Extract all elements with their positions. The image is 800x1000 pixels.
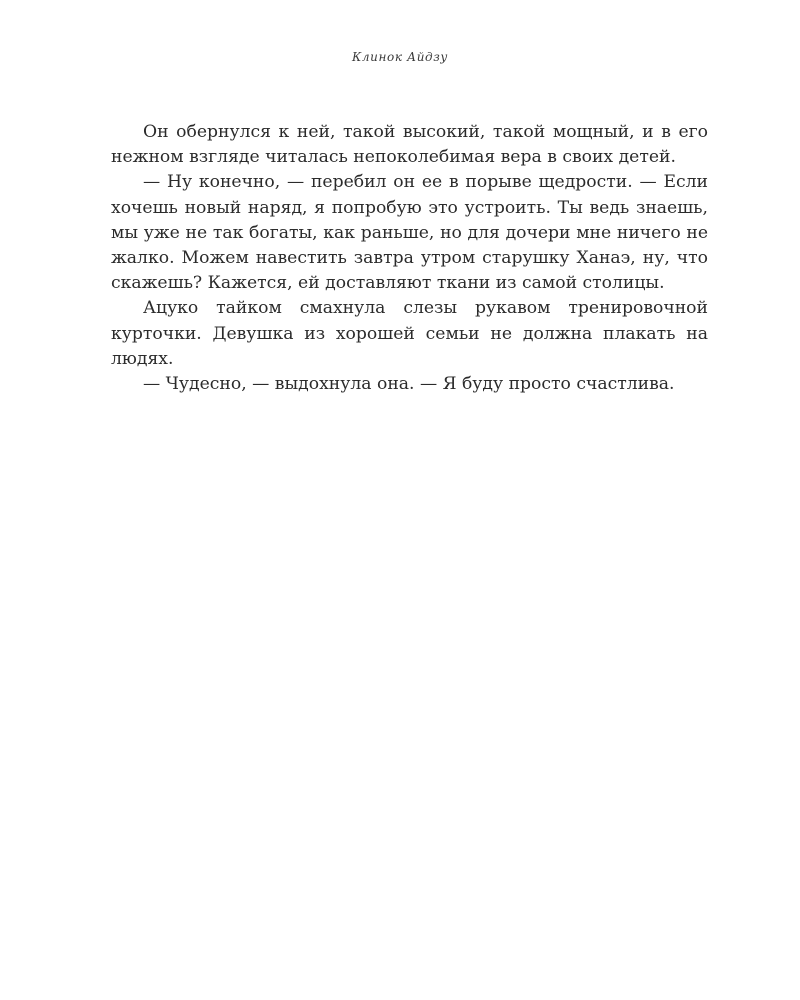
paragraph: Ацуко тайком смахнула слезы рукавом тренировочной курточки. Девушка из хорошей семьи не должна плакать на людях. [111,298,708,369]
paragraph: — Чудесно, — выдохнула она. — Я буду просто счастлива. [143,374,675,395]
running-head-title: Клинок Айдзу [352,50,448,64]
paragraph: Он обернулся к ней, такой высокий, такой мощный, и в его нежном взгляде читалась непоколебимая вера в своих детей. [111,122,708,168]
body-text [111,120,708,397]
paragraph: — Ну конечно, — перебил он ее в порыве щедрости. — Если хочешь новый наряд, я попробую это устроить. Ты ведь знаешь, мы уже не так богаты, как раньше, но для дочери мне ничего не жалко. Можем навестить завтра утром старушку Ханаэ, ну, что скажешь? Кажется, ей доставляют ткани из самой столицы. [111,172,708,294]
